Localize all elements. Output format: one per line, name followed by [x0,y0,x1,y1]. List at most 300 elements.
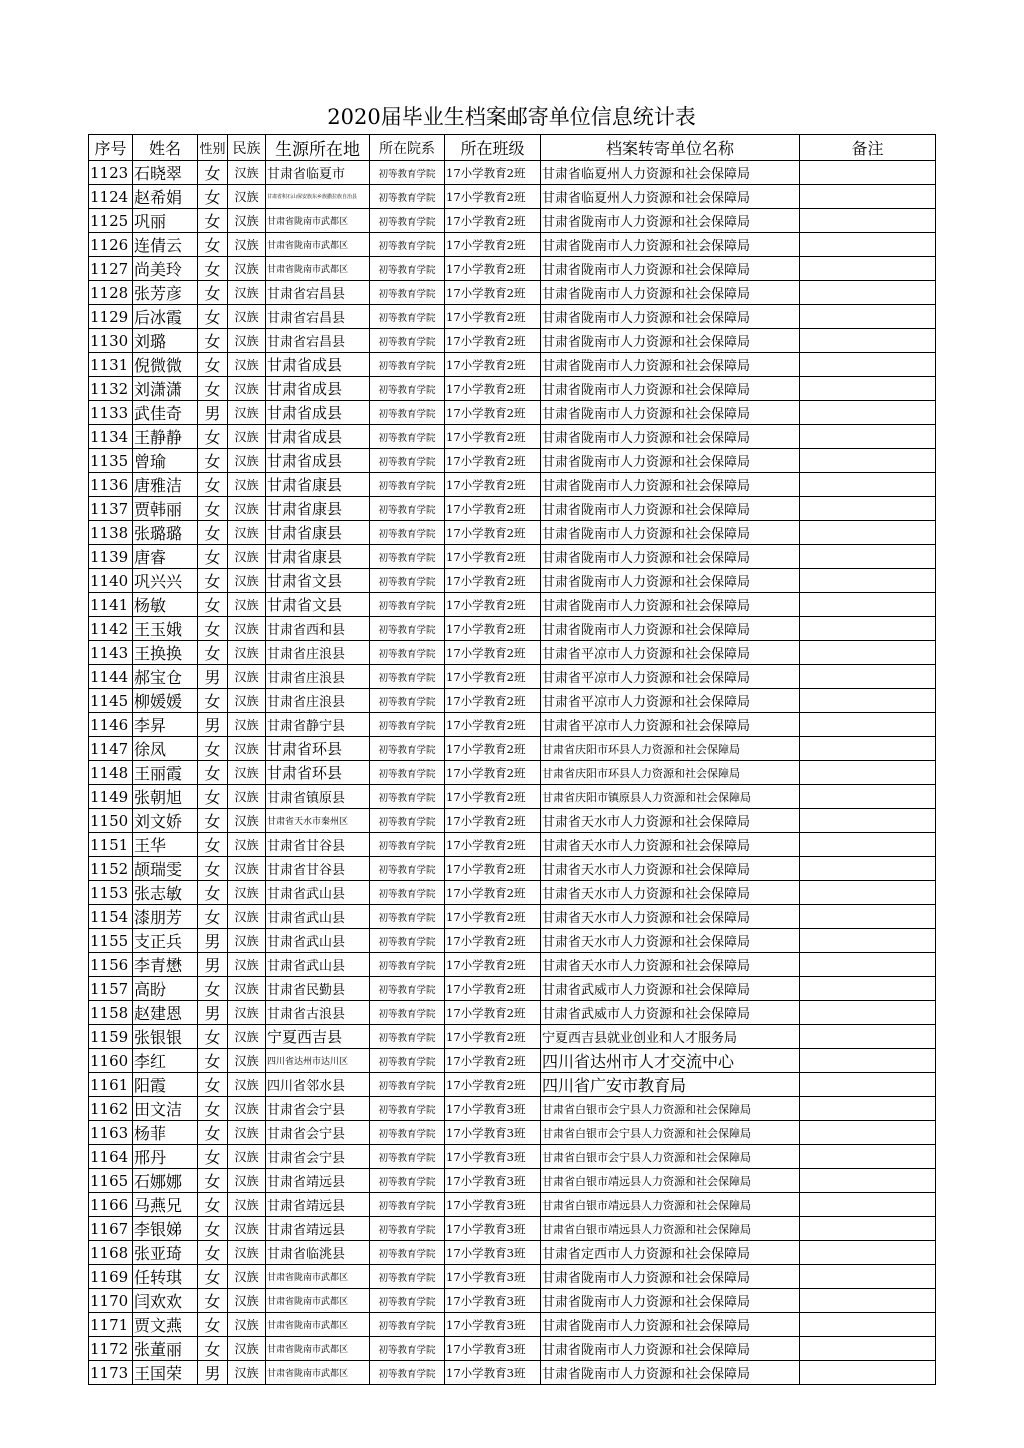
row-number-cell: 1148 [89,761,133,785]
archive-unit-cell: 甘肃省天水市人力资源和社会保障局 [541,953,800,977]
row-number-cell: 1124 [89,185,133,209]
header-cell: 序号 [89,135,133,161]
table-row [89,1073,936,1097]
department-cell: 初等教育学院 [370,233,445,257]
gender-cell: 女 [198,881,228,905]
ethnicity-cell: 汉族 [228,809,266,833]
table-row [89,665,936,689]
department-cell: 初等教育学院 [370,1193,445,1217]
archive-unit-cell: 甘肃省临夏州人力资源和社会保障局 [541,161,800,185]
origin-place-cell: 甘肃省靖远县 [266,1169,370,1193]
ethnicity-cell: 汉族 [228,545,266,569]
ethnicity-cell: 汉族 [228,449,266,473]
gender-cell: 女 [198,905,228,929]
gender-cell: 男 [198,953,228,977]
class-name-cell: 17小学教育2班 [445,857,541,881]
origin-place-cell: 甘肃省成县 [266,377,370,401]
archive-unit-cell: 甘肃省陇南市人力资源和社会保障局 [541,209,800,233]
table-row [89,305,936,329]
ethnicity-cell: 汉族 [228,353,266,377]
ethnicity-cell: 汉族 [228,473,266,497]
table-row [89,833,936,857]
archive-unit-cell: 甘肃省白银市靖远县人力资源和社会保障局 [541,1193,800,1217]
gender-cell: 女 [198,761,228,785]
remark-cell [800,1169,936,1193]
origin-place-cell: 甘肃省宕昌县 [266,305,370,329]
student-name-cell: 漆朋芳 [133,905,198,929]
gender-cell: 女 [198,1073,228,1097]
remark-cell [800,1313,936,1337]
remark-cell [800,497,936,521]
origin-place-cell: 甘肃省西和县 [266,617,370,641]
department-cell: 初等教育学院 [370,1361,445,1385]
row-number-cell: 1149 [89,785,133,809]
gender-cell: 女 [198,1145,228,1169]
department-cell: 初等教育学院 [370,1145,445,1169]
class-name-cell: 17小学教育2班 [445,281,541,305]
student-name-cell: 田文洁 [133,1097,198,1121]
department-cell: 初等教育学院 [370,497,445,521]
student-name-cell: 张璐璐 [133,521,198,545]
table-row [89,1049,936,1073]
remark-cell [800,1025,936,1049]
ethnicity-cell: 汉族 [228,833,266,857]
table-row [89,1361,936,1385]
department-cell: 初等教育学院 [370,281,445,305]
class-name-cell: 17小学教育2班 [445,473,541,497]
origin-place-cell: 四川省达州市达川区 [266,1049,370,1073]
origin-place-cell: 甘肃省成县 [266,449,370,473]
archive-unit-cell: 甘肃省天水市人力资源和社会保障局 [541,833,800,857]
student-name-cell: 柳媛媛 [133,689,198,713]
archive-unit-cell: 甘肃省天水市人力资源和社会保障局 [541,905,800,929]
remark-cell [800,1145,936,1169]
class-name-cell: 17小学教育2班 [445,905,541,929]
student-name-cell: 武佳奇 [133,401,198,425]
class-name-cell: 17小学教育2班 [445,329,541,353]
table-row [89,713,936,737]
archive-unit-cell: 甘肃省平凉市人力资源和社会保障局 [541,641,800,665]
origin-place-cell: 甘肃省靖远县 [266,1217,370,1241]
ethnicity-cell: 汉族 [228,209,266,233]
class-name-cell: 17小学教育3班 [445,1337,541,1361]
gender-cell: 女 [198,1049,228,1073]
archive-unit-cell: 甘肃省定西市人力资源和社会保障局 [541,1241,800,1265]
archive-unit-cell: 甘肃省庆阳市镇原县人力资源和社会保障局 [541,785,800,809]
class-name-cell: 17小学教育2班 [445,521,541,545]
gender-cell: 女 [198,545,228,569]
row-number-cell: 1167 [89,1217,133,1241]
remark-cell [800,1217,936,1241]
origin-place-cell: 甘肃省古浪县 [266,1001,370,1025]
class-name-cell: 17小学教育2班 [445,641,541,665]
remark-cell [800,1289,936,1313]
row-number-cell: 1136 [89,473,133,497]
student-name-cell: 王丽霞 [133,761,198,785]
gender-cell: 男 [198,665,228,689]
student-name-cell: 唐雅洁 [133,473,198,497]
table-row [89,1241,936,1265]
student-name-cell: 尚美玲 [133,257,198,281]
archive-unit-cell: 四川省广安市教育局 [541,1073,800,1097]
remark-cell [800,1193,936,1217]
archive-unit-cell: 甘肃省武威市人力资源和社会保障局 [541,1001,800,1025]
gender-cell: 女 [198,1313,228,1337]
gender-cell: 男 [198,929,228,953]
gender-cell: 女 [198,641,228,665]
archive-unit-cell: 甘肃省陇南市人力资源和社会保障局 [541,1361,800,1385]
table-row [89,809,936,833]
row-number-cell: 1151 [89,833,133,857]
gender-cell: 女 [198,833,228,857]
ethnicity-cell: 汉族 [228,953,266,977]
ethnicity-cell: 汉族 [228,617,266,641]
ethnicity-cell: 汉族 [228,1145,266,1169]
header-cell: 备注 [800,135,936,161]
table-row [89,329,936,353]
class-name-cell: 17小学教育3班 [445,1241,541,1265]
student-name-cell: 张银银 [133,1025,198,1049]
archive-unit-cell: 甘肃省陇南市人力资源和社会保障局 [541,569,800,593]
ethnicity-cell: 汉族 [228,1001,266,1025]
class-name-cell: 17小学教育2班 [445,593,541,617]
gender-cell: 女 [198,1289,228,1313]
ethnicity-cell: 汉族 [228,401,266,425]
class-name-cell: 17小学教育2班 [445,233,541,257]
remark-cell [800,1265,936,1289]
remark-cell [800,713,936,737]
archive-unit-cell: 甘肃省陇南市人力资源和社会保障局 [541,329,800,353]
row-number-cell: 1168 [89,1241,133,1265]
archive-unit-cell: 甘肃省陇南市人力资源和社会保障局 [541,449,800,473]
remark-cell [800,833,936,857]
department-cell: 初等教育学院 [370,737,445,761]
origin-place-cell: 甘肃省康县 [266,545,370,569]
gender-cell: 女 [198,689,228,713]
table-row [89,497,936,521]
table-row [89,473,936,497]
department-cell: 初等教育学院 [370,785,445,809]
remark-cell [800,1121,936,1145]
table-row [89,377,936,401]
class-name-cell: 17小学教育2班 [445,401,541,425]
remark-cell [800,1241,936,1265]
student-name-cell: 贾文燕 [133,1313,198,1337]
archive-unit-cell: 甘肃省陇南市人力资源和社会保障局 [541,1289,800,1313]
archive-unit-cell: 甘肃省陇南市人力资源和社会保障局 [541,233,800,257]
origin-place-cell: 甘肃省会宁县 [266,1145,370,1169]
department-cell: 初等教育学院 [370,1289,445,1313]
row-number-cell: 1169 [89,1265,133,1289]
row-number-cell: 1159 [89,1025,133,1049]
remark-cell [800,641,936,665]
table-row [89,1337,936,1361]
ethnicity-cell: 汉族 [228,305,266,329]
archive-unit-cell: 甘肃省平凉市人力资源和社会保障局 [541,689,800,713]
student-name-cell: 阳霞 [133,1073,198,1097]
class-name-cell: 17小学教育2班 [445,953,541,977]
origin-place-cell: 甘肃省环县 [266,737,370,761]
table-row [89,545,936,569]
class-name-cell: 17小学教育3班 [445,1121,541,1145]
row-number-cell: 1173 [89,1361,133,1385]
ethnicity-cell: 汉族 [228,1193,266,1217]
student-name-cell: 后冰霞 [133,305,198,329]
department-cell: 初等教育学院 [370,1097,445,1121]
gender-cell: 女 [198,161,228,185]
table-row [89,185,936,209]
row-number-cell: 1164 [89,1145,133,1169]
remark-cell [800,545,936,569]
remark-cell [800,473,936,497]
table-row [89,281,936,305]
gender-cell: 女 [198,521,228,545]
department-cell: 初等教育学院 [370,1313,445,1337]
table-row [89,1217,936,1241]
department-cell: 初等教育学院 [370,1073,445,1097]
origin-place-cell: 甘肃省成县 [266,353,370,377]
student-name-cell: 徐凤 [133,737,198,761]
table-row [89,1001,936,1025]
ethnicity-cell: 汉族 [228,161,266,185]
student-name-cell: 张亚琦 [133,1241,198,1265]
archive-unit-cell: 甘肃省陇南市人力资源和社会保障局 [541,593,800,617]
ethnicity-cell: 汉族 [228,329,266,353]
class-name-cell: 17小学教育3班 [445,1265,541,1289]
ethnicity-cell: 汉族 [228,233,266,257]
gender-cell: 女 [198,977,228,1001]
class-name-cell: 17小学教育2班 [445,977,541,1001]
gender-cell: 女 [198,785,228,809]
remark-cell [800,353,936,377]
origin-place-cell: 甘肃省庄浪县 [266,689,370,713]
origin-place-cell: 甘肃省武山县 [266,953,370,977]
gender-cell: 女 [198,737,228,761]
remark-cell [800,1337,936,1361]
origin-place-cell: 甘肃省陇南市武都区 [266,1289,370,1313]
origin-place-cell: 甘肃省临洮县 [266,1241,370,1265]
student-name-cell: 马燕兄 [133,1193,198,1217]
class-name-cell: 17小学教育2班 [445,449,541,473]
department-cell: 初等教育学院 [370,1001,445,1025]
gender-cell: 女 [198,1265,228,1289]
sheet-title: 2020届毕业生档案邮寄单位信息统计表 [327,105,696,129]
student-name-cell: 张朝旭 [133,785,198,809]
remark-cell [800,977,936,1001]
department-cell: 初等教育学院 [370,641,445,665]
student-name-cell: 石晓翠 [133,161,198,185]
row-number-cell: 1144 [89,665,133,689]
class-name-cell: 17小学教育2班 [445,209,541,233]
archive-unit-cell: 甘肃省陇南市人力资源和社会保障局 [541,617,800,641]
gender-cell: 女 [198,329,228,353]
department-cell: 初等教育学院 [370,521,445,545]
gender-cell: 女 [198,233,228,257]
gender-cell: 女 [198,857,228,881]
gender-cell: 女 [198,809,228,833]
class-name-cell: 17小学教育2班 [445,617,541,641]
student-name-cell: 杨敏 [133,593,198,617]
remark-cell [800,1361,936,1385]
remark-cell [800,1073,936,1097]
header-cell: 姓名 [133,135,198,161]
student-name-cell: 曾瑜 [133,449,198,473]
origin-place-cell: 甘肃省甘谷县 [266,833,370,857]
class-name-cell: 17小学教育2班 [445,785,541,809]
gender-cell: 女 [198,593,228,617]
row-number-cell: 1160 [89,1049,133,1073]
table-row [89,593,936,617]
row-number-cell: 1163 [89,1121,133,1145]
row-number-cell: 1129 [89,305,133,329]
class-name-cell: 17小学教育3班 [445,1313,541,1337]
ethnicity-cell: 汉族 [228,1217,266,1241]
ethnicity-cell: 汉族 [228,785,266,809]
department-cell: 初等教育学院 [370,761,445,785]
archive-unit-cell: 甘肃省陇南市人力资源和社会保障局 [541,1337,800,1361]
table-row [89,1169,936,1193]
row-number-cell: 1152 [89,857,133,881]
table-row [89,689,936,713]
ethnicity-cell: 汉族 [228,1073,266,1097]
student-name-cell: 李青懋 [133,953,198,977]
gender-cell: 女 [198,1241,228,1265]
table-row [89,209,936,233]
archive-unit-cell: 甘肃省天水市人力资源和社会保障局 [541,929,800,953]
row-number-cell: 1146 [89,713,133,737]
student-name-cell: 赵希娟 [133,185,198,209]
student-name-cell: 王换换 [133,641,198,665]
gender-cell: 女 [198,1097,228,1121]
table-row [89,761,936,785]
origin-place-cell: 甘肃省临夏市 [266,161,370,185]
archive-unit-cell: 甘肃省武威市人力资源和社会保障局 [541,977,800,1001]
row-number-cell: 1140 [89,569,133,593]
header-cell: 生源所在地 [266,135,370,161]
student-name-cell: 张芳彦 [133,281,198,305]
class-name-cell: 17小学教育2班 [445,713,541,737]
origin-place-cell: 甘肃省陇南市武都区 [266,209,370,233]
department-cell: 初等教育学院 [370,401,445,425]
origin-place-cell: 甘肃省成县 [266,401,370,425]
table-row [89,641,936,665]
origin-place-cell: 甘肃省康县 [266,521,370,545]
origin-place-cell: 甘肃省陇南市武都区 [266,233,370,257]
row-number-cell: 1157 [89,977,133,1001]
table-row [89,353,936,377]
row-number-cell: 1138 [89,521,133,545]
department-cell: 初等教育学院 [370,257,445,281]
student-name-cell: 巩丽 [133,209,198,233]
archive-unit-cell: 甘肃省陇南市人力资源和社会保障局 [541,1313,800,1337]
archive-unit-cell: 甘肃省白银市会宁县人力资源和社会保障局 [541,1145,800,1169]
department-cell: 初等教育学院 [370,1169,445,1193]
department-cell: 初等教育学院 [370,1265,445,1289]
department-cell: 初等教育学院 [370,617,445,641]
archive-unit-cell: 甘肃省白银市会宁县人力资源和社会保障局 [541,1121,800,1145]
ethnicity-cell: 汉族 [228,1313,266,1337]
ethnicity-cell: 汉族 [228,497,266,521]
origin-place-cell: 甘肃省武山县 [266,929,370,953]
ethnicity-cell: 汉族 [228,641,266,665]
header-row [89,135,936,161]
department-cell: 初等教育学院 [370,905,445,929]
origin-place-cell: 甘肃省宕昌县 [266,329,370,353]
department-cell: 初等教育学院 [370,1049,445,1073]
class-name-cell: 17小学教育3班 [445,1097,541,1121]
archive-unit-cell: 甘肃省临夏州人力资源和社会保障局 [541,185,800,209]
gender-cell: 女 [198,617,228,641]
department-cell: 初等教育学院 [370,857,445,881]
remark-cell [800,593,936,617]
archive-unit-cell: 甘肃省陇南市人力资源和社会保障局 [541,521,800,545]
class-name-cell: 17小学教育2班 [445,809,541,833]
class-name-cell: 17小学教育2班 [445,497,541,521]
gender-cell: 女 [198,305,228,329]
student-name-cell: 贾韩丽 [133,497,198,521]
archive-unit-cell: 甘肃省陇南市人力资源和社会保障局 [541,473,800,497]
remark-cell [800,521,936,545]
origin-place-cell: 甘肃省靖远县 [266,1193,370,1217]
gender-cell: 男 [198,1001,228,1025]
origin-place-cell: 甘肃省天水市秦州区 [266,809,370,833]
remark-cell [800,281,936,305]
class-name-cell: 17小学教育3班 [445,1217,541,1241]
gender-cell: 女 [198,353,228,377]
student-name-cell: 李昇 [133,713,198,737]
class-name-cell: 17小学教育2班 [445,1073,541,1097]
class-name-cell: 17小学教育3班 [445,1145,541,1169]
gender-cell: 女 [198,449,228,473]
remark-cell [800,689,936,713]
table-row [89,857,936,881]
row-number-cell: 1166 [89,1193,133,1217]
class-name-cell: 17小学教育2班 [445,569,541,593]
student-name-cell: 张董丽 [133,1337,198,1361]
table-row [89,161,936,185]
remark-cell [800,425,936,449]
table-row [89,425,936,449]
ethnicity-cell: 汉族 [228,281,266,305]
ethnicity-cell: 汉族 [228,569,266,593]
class-name-cell: 17小学教育2班 [445,1001,541,1025]
ethnicity-cell: 汉族 [228,1337,266,1361]
archive-unit-cell: 甘肃省天水市人力资源和社会保障局 [541,857,800,881]
department-cell: 初等教育学院 [370,209,445,233]
class-name-cell: 17小学教育2班 [445,665,541,689]
row-number-cell: 1143 [89,641,133,665]
gender-cell: 女 [198,473,228,497]
class-name-cell: 17小学教育2班 [445,1049,541,1073]
department-cell: 初等教育学院 [370,1337,445,1361]
row-number-cell: 1133 [89,401,133,425]
row-number-cell: 1154 [89,905,133,929]
ethnicity-cell: 汉族 [228,1049,266,1073]
remark-cell [800,377,936,401]
gender-cell: 女 [198,1193,228,1217]
row-number-cell: 1139 [89,545,133,569]
remark-cell [800,209,936,233]
remark-cell [800,1049,936,1073]
student-name-cell: 巩兴兴 [133,569,198,593]
table-row [89,257,936,281]
row-number-cell: 1170 [89,1289,133,1313]
row-number-cell: 1150 [89,809,133,833]
class-name-cell: 17小学教育2班 [445,377,541,401]
class-name-cell: 17小学教育2班 [445,185,541,209]
gender-cell: 女 [198,209,228,233]
table-row [89,977,936,1001]
